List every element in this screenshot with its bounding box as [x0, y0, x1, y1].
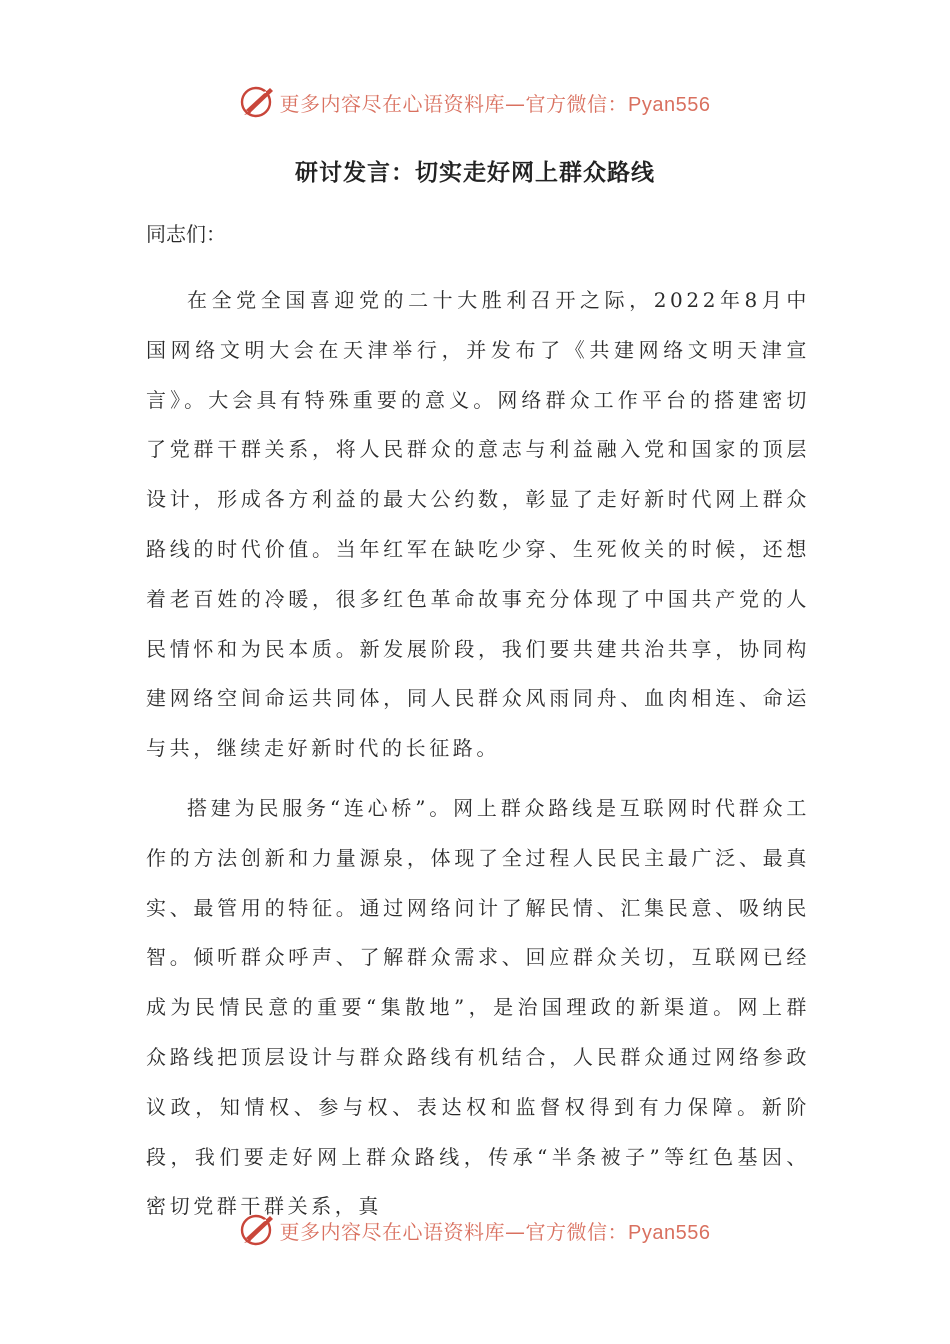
body-paragraph-2: 搭建为民服务“连心桥”。网上群众路线是互联网时代群众工作的方法创新和力量源泉，体现了全过程人民民主最广泛、最真实、最管用的特征。通过网络问计了解民情、汇集民意、吸纳民智。倾听群众呼声、了解群众需求、回应群众关切，互联网已经成为民情民意的重要“集散地”，是治国理政的新渠道。网上群众路线把顶层设计与群众路线有机结合，人民群众通过网络参政议政，知情权、参与权、表达权和监督权得到有力保障。新阶段，我们要走好网上群众路线，传承“半条被子”等红色基因、密切党群干群关系，真 [146, 796, 810, 1219]
footer-watermark-banner [0, 1208, 950, 1252]
quill-logo-icon [240, 1212, 276, 1248]
banner-text: 更多内容尽在心语资料库—官方微信：Pyan556 [279, 91, 711, 116]
header-watermark-banner [0, 80, 950, 124]
document-title: 研讨发言：切实走好网上群众路线 [295, 159, 655, 186]
salutation: 同志们： [146, 222, 226, 246]
banner-text: 更多内容尽在心语资料库—官方微信：Pyan556 [279, 1219, 711, 1244]
quill-logo-icon [240, 84, 276, 120]
body-paragraph-1: 在全党全国喜迎党的二十大胜利召开之际，2022年8月中国网络文明大会在天津举行，并发布了《共建网络文明天津宣言》。大会具有特殊重要的意义。网络群众工作平台的搭建密切了党群干群关系，将人民群众的意志与利益融入党和国家的顶层设计，形成各方利益的最大公约数，彰显了走好新时代网上群众路线的时代价值。当年红军在缺吃少穿、生死攸关的时候，还想着老百姓的冷暖，很多红色革命故事充分体现了中国共产党的人民情怀和为民本质。新发展阶段，我们要共建共治共享，协同构建网络空间命运共同体，同人民群众风雨同舟、血肉相连、命运与共，继续走好新时代的长征路。 [146, 288, 810, 761]
